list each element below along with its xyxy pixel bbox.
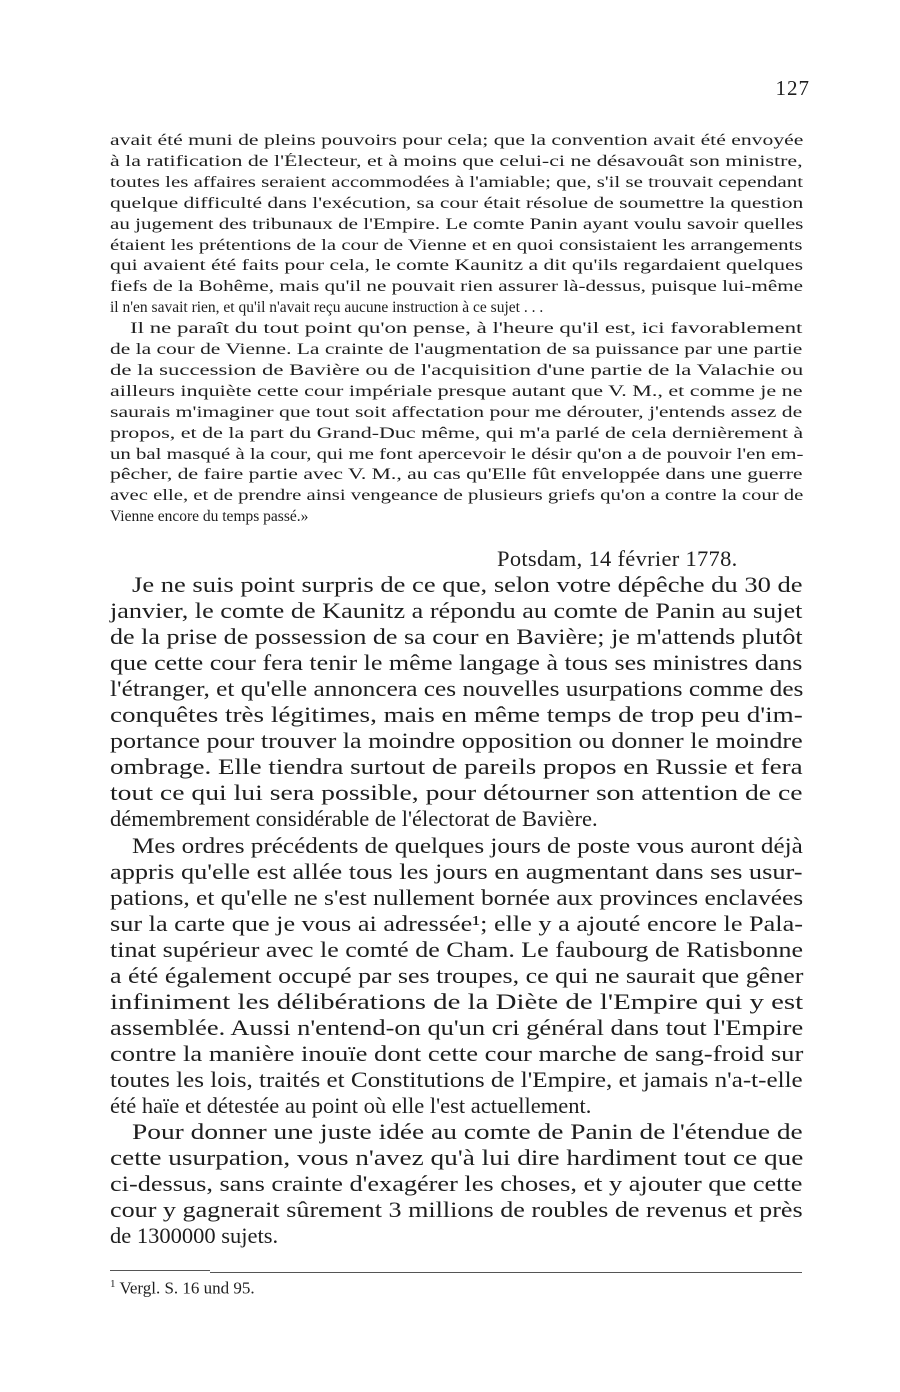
text-line: conquêtes très légitimes, mais en même temps de trop peu d'im- (110, 702, 803, 728)
footnote-rule-extension (210, 1272, 802, 1273)
text-line: qui avaient été faits pour cela, le comte Kaunitz a dit qu'ils regardaient quelques (110, 257, 804, 275)
text-line: un bal masqué à la cour, qui me font apercevoir le désir qu'on a de pouvoir l'en em- (110, 445, 804, 463)
text-line: appris qu'elle est allée tous les jours en augmentant dans ses usur- (110, 858, 803, 884)
text-line: Je ne suis point surpris de ce que, selon votre dépêche du 30 de (132, 572, 803, 597)
text-line: tout ce qui lui sera possible, pour détourner son attention de ce (110, 780, 803, 806)
text-line: de la prise de possession de sa cour en Bavière; je m'attends plutôt (110, 624, 803, 650)
text-line: avait été muni de pleins pouvoirs pour cela; que la convention avait été envoyée (110, 132, 804, 149)
text-line: cette usurpation, vous n'avez qu'à lui dire hardiment tout ce que (110, 1145, 804, 1171)
text-line: ailleurs inquiète cette cour impériale presque autant que V. M., et comme je ne (110, 382, 803, 400)
text-line: ci-dessus, sans crainte d'exagérer les choses, et y ajouter que cette (110, 1171, 803, 1197)
text-line: Pour donner une juste idée au comte de Panin de l'étendue de (132, 1119, 803, 1145)
text-line: propos, et de la part du Grand-Duc même, qui m'a parlé de cela dernièrement à (110, 424, 804, 442)
text-line: au jugement des tribunaux de l'Empire. Le comte Panin ayant voulu savoir quelles (110, 215, 804, 233)
text-line: sur la carte que je vous ai adressée¹; elle y a ajouté encore le Pala- (110, 910, 803, 936)
text-line: l'étranger, et qu'elle annoncera ces nouvelles usurpations comme des (110, 676, 804, 702)
text-line: démembrement considérable de l'électorat de Bavière. (110, 806, 598, 832)
text-line: pations, et qu'elle ne s'est nullement bornée aux provinces enclavées (110, 884, 804, 910)
text-line: il n'en savait rien, et qu'il n'avait reçu aucune instruction à ce sujet . . . (110, 299, 544, 317)
text-line: a été également occupé par ses troupes, ce qui ne saurait que gêner (110, 962, 804, 988)
footnote-marker: 1 (110, 1278, 116, 1290)
footnote-rule (110, 1270, 210, 1271)
footnote-text: Vergl. S. 16 und 95. (115, 1278, 255, 1298)
text-line: quelque difficulté dans l'exécution, sa cour était résolue de soumettre la question (110, 194, 804, 212)
text-line: ombrage. Elle tiendra surtout de pareils propos en Russie et fera (110, 754, 803, 780)
text-line: saurais m'imaginer que tout soit affectation pour me dérouter, j'entends assez de (110, 403, 803, 421)
text-line: de la succession de Bavière ou de l'acquisition d'une partie de la Valachie ou (110, 361, 804, 379)
text-line: portance pour trouver la moindre opposition ou donner le moindre (110, 728, 803, 754)
text-line: de 1300000 sujets. (110, 1223, 279, 1249)
text-line: que cette cour fera tenir le même langage à tous ses ministres dans (110, 650, 803, 676)
footnote (110, 1278, 255, 1299)
text-line: étaient les prétentions de la cour de Vienne et en quoi consistaient les arrangements (110, 236, 803, 254)
text-line: été haïe et détestée au point où elle l'est actuellement. (110, 1093, 592, 1118)
text-line: pêcher, de faire partie avec V. M., au cas qu'Elle fût enveloppée dans une guerre (110, 466, 803, 484)
text-line: Il ne paraît du tout point qu'on pense, à l'heure qu'il est, ici favorablement (130, 320, 803, 338)
page-number: 127 (775, 76, 810, 100)
text-line: Vienne encore du temps passé.» (110, 508, 309, 526)
text-line: de la cour de Vienne. La crainte de l'augmentation de sa puissance par une partie (110, 341, 803, 358)
text-line: cour y gagnerait sûrement 3 millions de roubles de revenus et près (110, 1197, 803, 1223)
text-line: toutes les affaires seraient accommodées à l'amiable; que, s'il se trouvait cependant (110, 173, 804, 191)
text-line: janvier, le comte de Kaunitz a répondu au comte de Panin au sujet (110, 598, 803, 624)
text-line: infiniment les délibérations de la Diète de l'Empire qui y est (110, 988, 804, 1014)
dateline: Potsdam, 14 février 1778. (497, 546, 738, 571)
text-line: toutes les lois, traités et Constitutions de l'Empire, et jamais n'a-t-elle (110, 1066, 803, 1092)
text-line: assemblée. Aussi n'entend-on qu'un cri général dans tout l'Empire (110, 1014, 804, 1040)
text-line: avec elle, et de prendre ainsi vengeance de plusieurs griefs qu'on a contre la cour de (110, 487, 804, 505)
text-line: tinat supérieur avec le comté de Cham. Le faubourg de Ratisbonne (110, 936, 804, 962)
text-line: à la ratification de l'Électeur, et à moins que celui-ci ne désavouât son ministre, (110, 152, 803, 170)
text-line: contre la manière inouïe dont cette cour marche de sang-froid sur (110, 1040, 804, 1066)
text-line: Mes ordres précédents de quelques jours de poste vous auront déjà (132, 832, 803, 858)
text-line: fiefs de la Bohême, mais qu'il ne pouvait rien assurer là-dessus, puisque lui-même (110, 278, 804, 296)
